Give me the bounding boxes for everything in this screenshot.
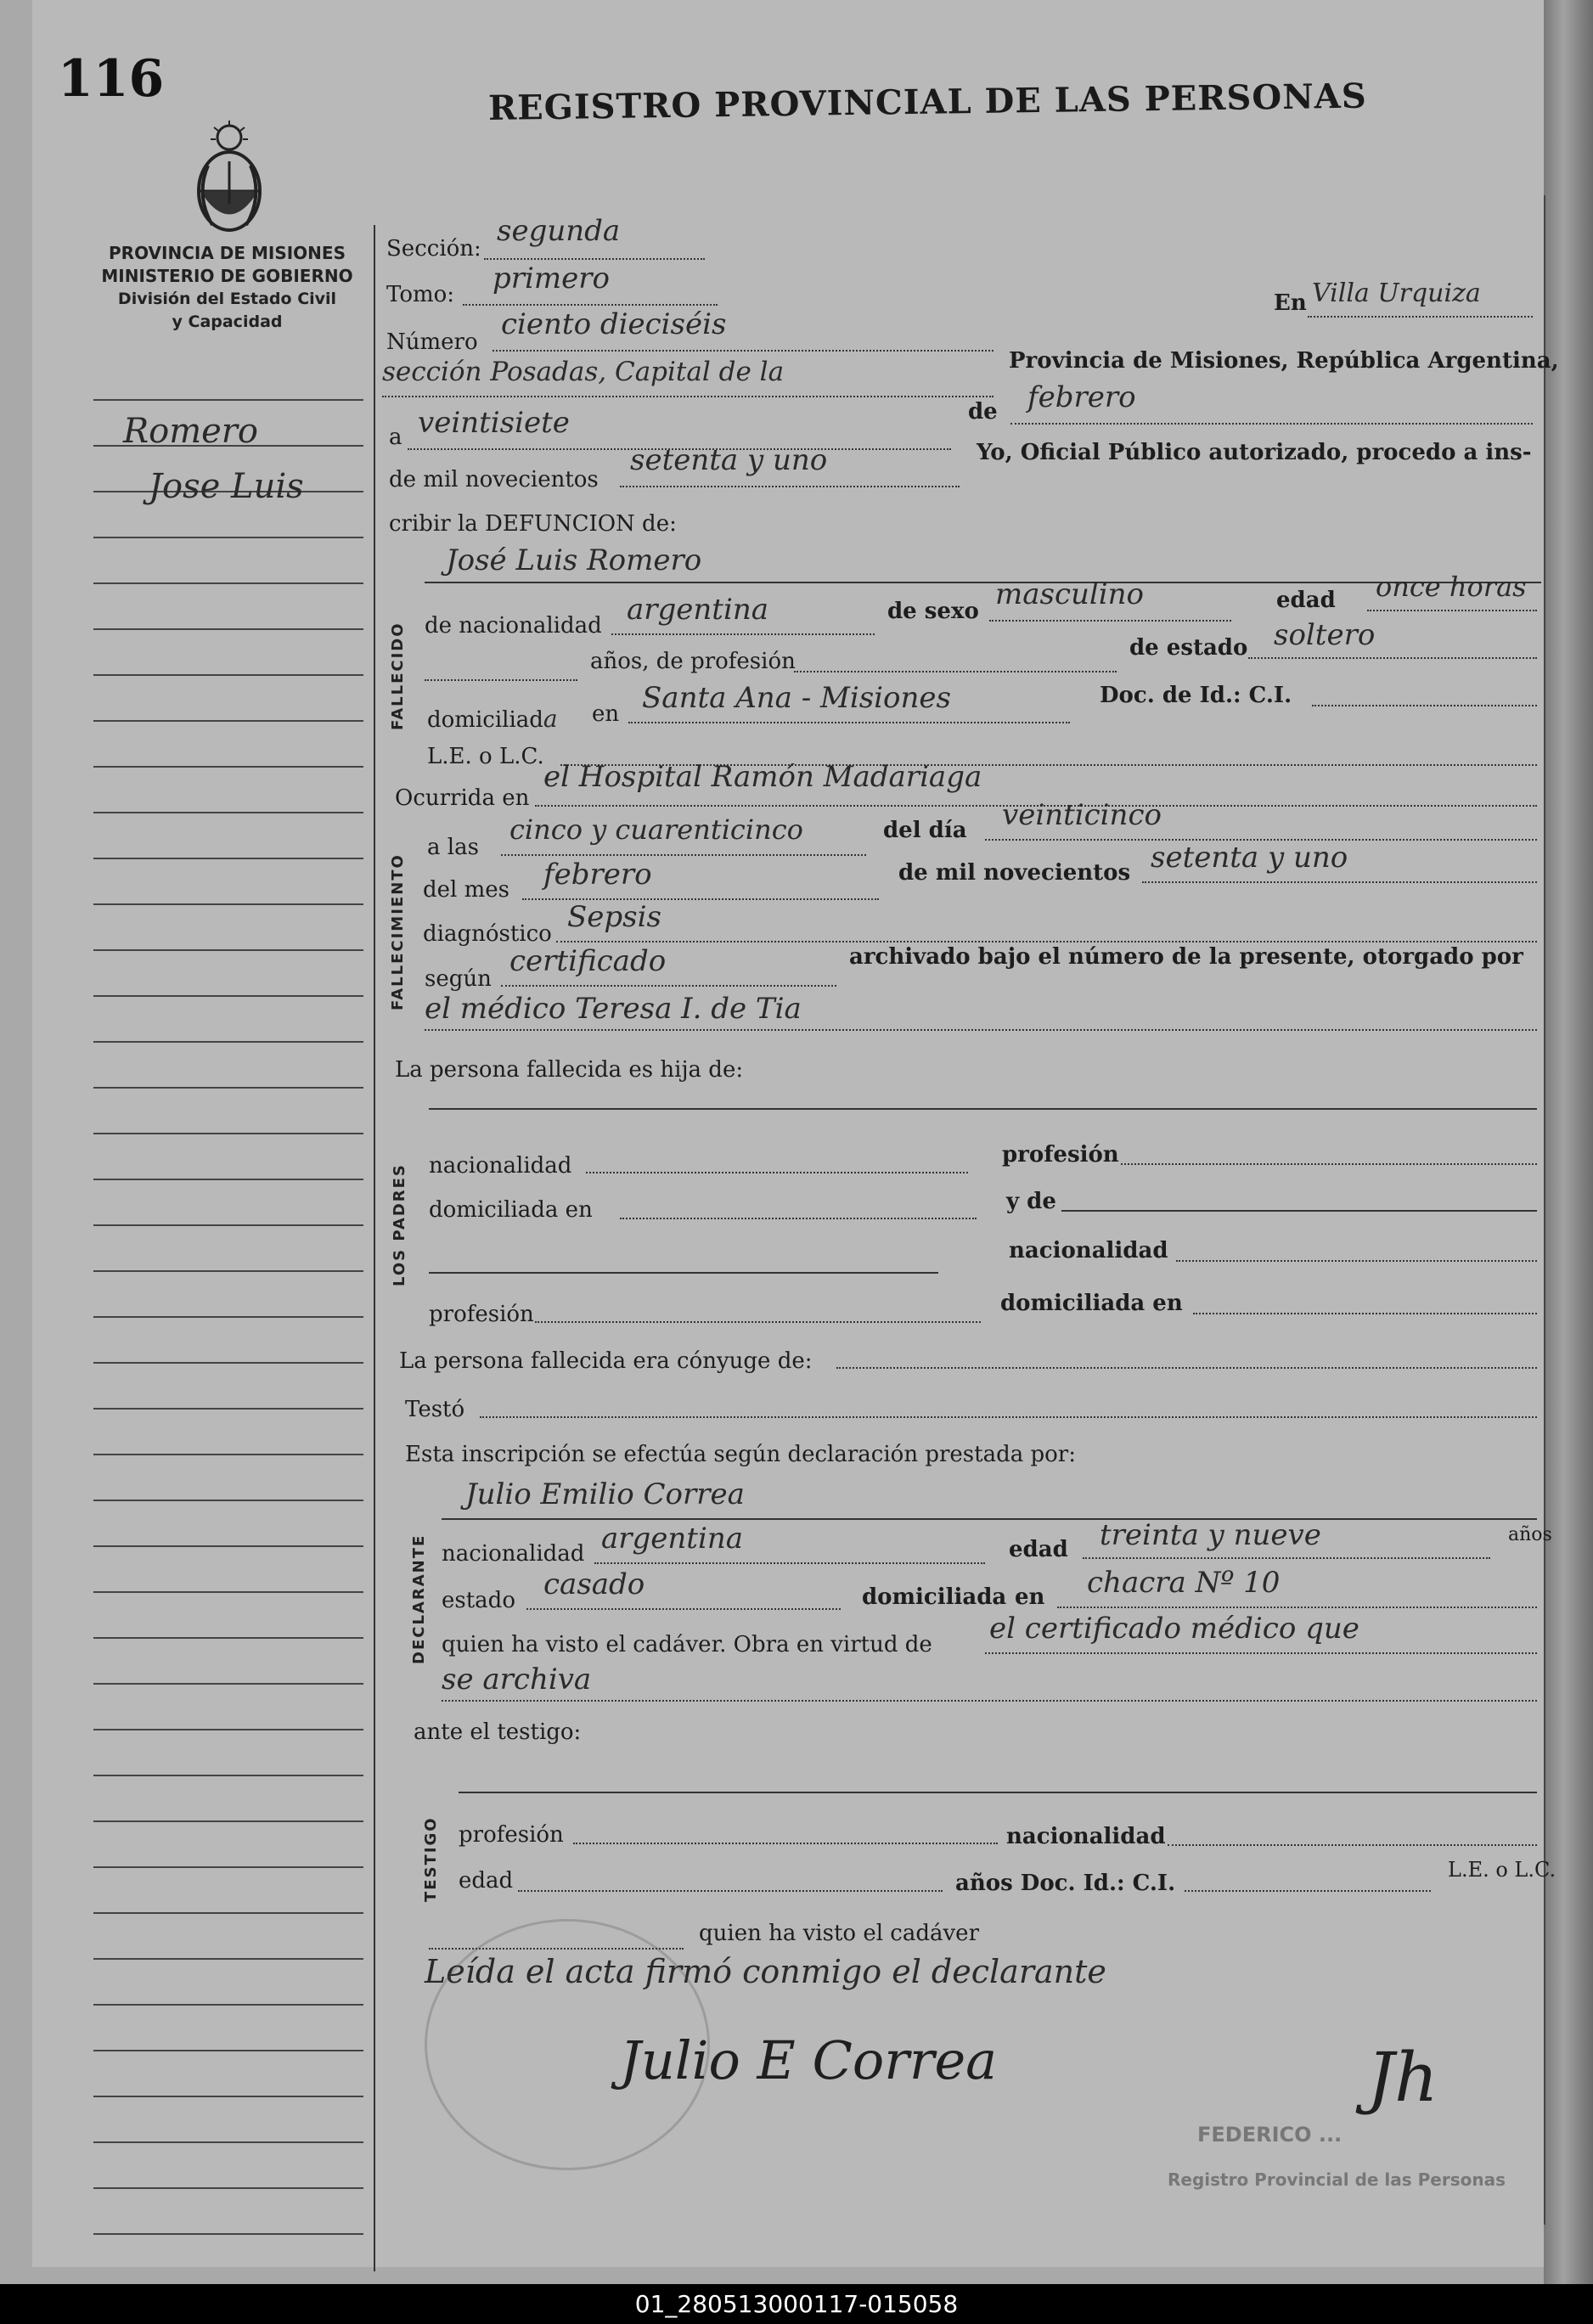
padre-nacionalidad-underline (586, 1172, 968, 1173)
margin-ruled-line (93, 1362, 363, 1364)
margin-ruled-line (93, 1041, 363, 1043)
diagnostico-label: diagnóstico (423, 921, 552, 947)
margin-ruled-line (93, 2096, 363, 2097)
margin-ruled-line (93, 1270, 363, 1272)
padre-name-underline (429, 1108, 1537, 1110)
side-label-padres: LOS PADRES (391, 1163, 408, 1286)
madre-nacionalidad-underline (1176, 1260, 1537, 1262)
margin-ruled-line (93, 1637, 363, 1639)
margin-ruled-line (93, 1820, 363, 1822)
official-stamp-name: FEDERICO ... (1197, 2123, 1343, 2147)
page-title: REGISTRO PROVINCIAL DE LAS PERSONAS (487, 76, 1367, 128)
medico-value: el médico Teresa I. de Tia (425, 992, 802, 1026)
edad-underline (1367, 610, 1537, 611)
testigo-nacionalidad-underline (1168, 1844, 1537, 1846)
padre-profesion-label: profesión (1002, 1142, 1119, 1168)
mes-fall-value: febrero (543, 858, 652, 892)
ministry-line-1: PROVINCIA DE MISIONES (109, 243, 346, 263)
testigo-visto-label: quien ha visto el cadáver (699, 1921, 980, 1946)
margin-ruled-line (93, 995, 363, 997)
padre-profesion-underline (1121, 1163, 1537, 1165)
margin-ruled-line (93, 1087, 363, 1089)
margin-ruled-line (93, 1545, 363, 1547)
profesion-underline (794, 671, 1117, 672)
anio-fall-value: setenta y uno (1151, 841, 1348, 875)
anios-prof-label: años, de profesión (590, 649, 796, 674)
de-mil-label: de mil novecientos (389, 467, 599, 492)
margin-ruled-line (93, 1179, 363, 1180)
dia-value: veinticinco (1002, 798, 1162, 832)
margin-ruled-line (93, 2141, 363, 2143)
numero-label: Número (386, 329, 478, 355)
provincia-label: Provincia de Misiones, República Argentina, (1009, 348, 1559, 374)
hora-value: cinco y cuarenticinco (509, 813, 803, 846)
y-de-label: y de (1006, 1189, 1056, 1214)
margin-ruled-line (93, 1729, 363, 1730)
seccion-line-underline (382, 396, 994, 397)
del-dia-label: del día (883, 818, 967, 843)
margin-ruled-line (93, 1454, 363, 1455)
obra-underline (985, 1652, 1537, 1654)
official-stamp-title: Registro Provincial de las Personas (1168, 2169, 1506, 2190)
le-lc-label: L.E. o L.C. (427, 744, 544, 769)
testigo-profesion-underline (573, 1843, 998, 1844)
en-value: Villa Urquiza (1312, 279, 1481, 308)
testo-underline (480, 1416, 1537, 1418)
margin-ruled-line (93, 949, 363, 951)
decl-estado-value: casado (543, 1567, 645, 1601)
decl-en-label: en (1015, 1584, 1045, 1610)
yo-label: Yo, Oficial Público autorizado, procedo a ins- (977, 440, 1532, 465)
padre-nacionalidad-label: nacionalidad (429, 1153, 572, 1179)
numero-underline (493, 350, 994, 352)
padre-profesion2-label: profesión (429, 1302, 534, 1327)
domicilio-en-label: en (592, 701, 620, 727)
nombre-underline (425, 582, 1541, 583)
domiciliado-label: domiciliada (427, 705, 558, 733)
margin-ruled-line (93, 766, 363, 768)
margin-ruled-line (93, 537, 363, 538)
obra-value: el certificado médico que (989, 1612, 1359, 1646)
estado-value: soltero (1274, 618, 1376, 652)
estado-label: de estado (1129, 635, 1248, 661)
archivado-label: archivado bajo el número de la presente, otorgado por (849, 944, 1523, 970)
a-value: veintisiete (418, 406, 570, 440)
margin-ruled-line (93, 1775, 363, 1776)
padre-profesion2-underline (535, 1321, 981, 1323)
madre-domiciliada-label: domiciliada en (1000, 1291, 1183, 1316)
decl-domicilio-value: chacra Nº 10 (1087, 1566, 1281, 1600)
sexo-label: de sexo (887, 599, 979, 624)
margin-ruled-line (93, 2233, 363, 2235)
hora-underline (501, 854, 866, 856)
margin-ruled-line (93, 2004, 363, 2006)
a-las-label: a las (427, 835, 479, 860)
declaracion-label: Esta inscripción se efectúa según declaración prestada por: (405, 1442, 1076, 1467)
declarante-underline (442, 1518, 1537, 1520)
segun-underline (501, 985, 836, 987)
decl-edad-label: edad (1009, 1537, 1068, 1562)
margin-ruled-line (93, 858, 363, 859)
mes-value: febrero (1027, 380, 1136, 414)
margin-ruled-line (93, 2187, 363, 2189)
decl-edad-value: treinta y nueve (1100, 1518, 1321, 1552)
testigo-doc-label: años Doc. Id.: C.I. (955, 1871, 1176, 1896)
margin-ruled-line (93, 1683, 363, 1685)
margin-ruled-line (93, 1224, 363, 1226)
testigo-name-underline (459, 1792, 1537, 1793)
de-label: de (968, 399, 998, 425)
side-label-fallecimiento: FALLECIMIENTO (389, 853, 407, 1010)
conyuge-label: La persona fallecida era cónyuge de: (399, 1348, 813, 1374)
obra-label: quien ha visto el cadáver. Obra en virtud de (442, 1632, 932, 1657)
en-underline (1308, 316, 1533, 318)
ministry-line-3: División del Estado Civil (117, 290, 337, 308)
mes-underline (1010, 423, 1533, 425)
margin-ruled-line (93, 2050, 363, 2051)
anio-fall-underline (1142, 881, 1537, 883)
edad-anios-underline (425, 679, 577, 681)
domicilio-value: Santa Ana - Misiones (642, 681, 951, 715)
margin-ruled-line (93, 1958, 363, 1960)
decl-nacionalidad-underline (594, 1562, 985, 1564)
conyuge-underline (836, 1367, 1537, 1369)
medico-underline (425, 1029, 1537, 1031)
decl-nacionalidad-value: argentina (601, 1522, 744, 1556)
testo-label: Testó (405, 1397, 465, 1422)
margin-ruled-line (93, 1408, 363, 1410)
anio-value: setenta y uno (630, 443, 828, 477)
side-label-declarante: DECLARANTE (410, 1533, 428, 1664)
margin-ruled-line (93, 399, 363, 401)
seccion-line-value: sección Posadas, Capital de la (382, 357, 785, 387)
edad-label: edad (1276, 588, 1336, 613)
de-mil-fall-label: de mil novecientos (898, 860, 1131, 886)
nacionalidad-value: argentina (627, 593, 769, 627)
seccion-underline (484, 258, 705, 260)
segun-label: según (425, 966, 492, 992)
margin-ruled-line (93, 674, 363, 676)
margin-divider (374, 225, 375, 2271)
madre-nacionalidad-label: nacionalidad (1009, 1238, 1168, 1263)
nombre-value: José Luis Romero (446, 543, 702, 577)
margin-ruled-line (93, 720, 363, 722)
decl-estado-label: estado (442, 1588, 515, 1613)
decl-domiciliada-label: domiciliada (862, 1584, 1007, 1610)
segun-value: certificado (509, 944, 667, 978)
sexo-underline (989, 620, 1231, 622)
tomo-underline (463, 304, 718, 306)
padre-domicilio-underline (620, 1218, 977, 1219)
domicilio-underline (628, 722, 1070, 723)
leida-value: Leída el acta firmó conmigo el declarante (425, 1953, 1106, 1990)
testigo-edad-label: edad (459, 1868, 514, 1894)
doc-underline (1312, 705, 1537, 706)
margin-ruled-line (93, 1133, 363, 1134)
archiva-value: se archiva (442, 1663, 592, 1697)
del-mes-label: del mes (423, 877, 509, 903)
margin-ruled-line (93, 1912, 363, 1914)
doc-label: Doc. de Id.: C.I. (1100, 683, 1292, 708)
book-binding (1544, 0, 1593, 2284)
archiva-underline (442, 1700, 1537, 1702)
anio-underline (620, 486, 960, 487)
page-number: 116 (58, 49, 165, 109)
margin-ruled-line (93, 628, 363, 630)
margin-ruled-line (93, 582, 363, 584)
ante-testigo-label: ante el testigo: (414, 1719, 582, 1745)
nacionalidad-underline (611, 633, 875, 635)
diagnostico-underline (556, 941, 1537, 943)
madre-name-underline (1061, 1210, 1537, 1212)
margin-ruled-line (93, 812, 363, 813)
a-label: a (389, 425, 402, 450)
edad-value: once horas (1376, 571, 1527, 603)
tomo-label: Tomo: (386, 282, 455, 307)
declarante-signature: Julio E Correa (620, 2029, 998, 2091)
numero-value: ciento dieciséis (501, 307, 727, 341)
coat-of-arms-icon (178, 119, 280, 242)
padre-extra-underline (429, 1272, 938, 1274)
side-label-testigo: TESTIGO (422, 1816, 440, 1902)
padre-domiciliada-label: domiciliada en (429, 1197, 593, 1223)
tomo-value: primero (493, 262, 610, 295)
ocurrida-label: Ocurrida en (395, 785, 530, 811)
ministry-header (85, 242, 369, 334)
testigo-profesion-label: profesión (459, 1822, 564, 1848)
oficial-signature: Jh (1367, 2038, 1438, 2117)
testigo-nacionalidad-label: nacionalidad (1006, 1824, 1166, 1849)
decl-domicilio-underline (1057, 1607, 1537, 1608)
margin-ruled-line (93, 1500, 363, 1501)
cribir-label: cribir la DEFUNCION de: (389, 511, 677, 537)
seccion-label: Sección: (386, 236, 481, 262)
estado-underline (1248, 657, 1537, 659)
decl-edad-underline (1083, 1557, 1490, 1559)
side-label-fallecido: FALLECIDO (389, 622, 407, 730)
margin-ruled-line (93, 903, 363, 905)
ministry-line-4: y Capacidad (172, 312, 283, 331)
testigo-edad-underline (518, 1890, 943, 1892)
hija-de-label: La persona fallecida es hija de: (395, 1057, 744, 1083)
testigo-le-lc-label: L.E. o L.C. (1448, 1858, 1556, 1882)
nacionalidad-de-label: de nacionalidad (425, 613, 602, 639)
declarante-value: Julio Emilio Correa (465, 1477, 745, 1511)
diagnostico-value: Sepsis (567, 900, 661, 934)
margin-ruled-line (93, 1866, 363, 1868)
decl-nacionalidad-label: nacionalidad (442, 1541, 585, 1567)
seccion-value: segunda (497, 214, 621, 248)
margin-names: Jose Luis (149, 467, 304, 506)
decl-estado-underline (526, 1608, 841, 1610)
ministry-line-2: MINISTERIO DE GOBIERNO (101, 266, 353, 286)
image-caption: 01_280513000117-015058 (0, 2284, 1593, 2324)
margin-ruled-line (93, 1591, 363, 1593)
testigo-doc-underline (1185, 1890, 1431, 1892)
madre-domicilio-underline (1193, 1313, 1537, 1314)
sexo-value: masculino (995, 577, 1145, 611)
margin-surname: Romero (123, 412, 259, 451)
ocurrida-value: el Hospital Ramón Madariaga (543, 760, 982, 794)
margin-ruled-line (93, 1316, 363, 1318)
decl-anios-label: años (1508, 1524, 1552, 1545)
right-border (1544, 195, 1545, 2225)
en-label: En (1274, 290, 1307, 316)
